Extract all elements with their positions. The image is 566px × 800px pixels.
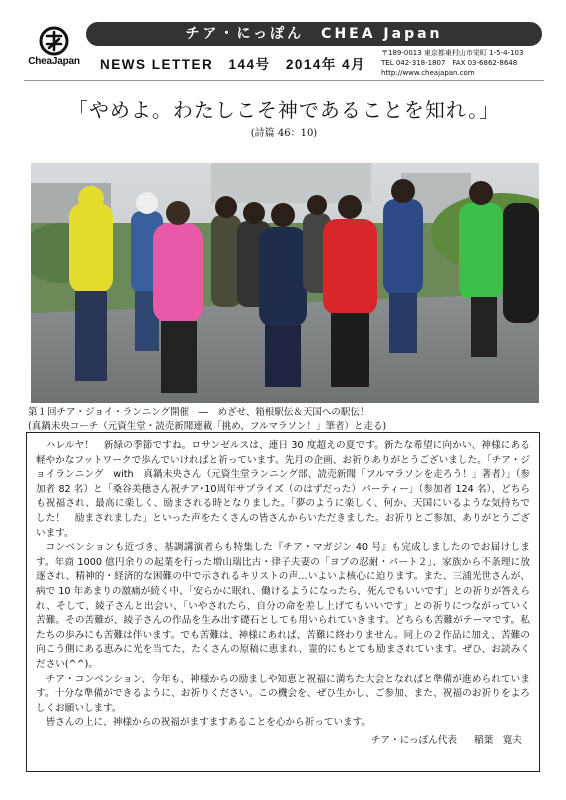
signature-organization: チア・にっぽん代表	[370, 734, 457, 746]
website-url: http://www.cheajapan.com	[381, 68, 475, 77]
signature	[36, 733, 530, 749]
issue-date: 2014年 4月	[285, 57, 367, 72]
contact-address	[381, 49, 551, 78]
phone-fax: TEL 042-318-1807 FAX 03-6862-8648	[381, 58, 518, 67]
caption-line: (真鍋未央コーチ（元資生堂・読売新聞連載「挑め、フルマラソン！」筆者）と走る)	[28, 421, 387, 432]
article-box	[26, 432, 540, 772]
caption-line: 第１回チア・ジョイ・ランニング開催 ― めざせ、箱根駅伝＆天国への駅伝！	[28, 407, 370, 418]
running-event-photo	[31, 163, 539, 403]
article-paragraph: ハレルヤ！ 新緑の季節ですね。ロサンゼルスは、連日 30 度超えの夏です。新たな希望に向かい、神様にある軽やかなフットワークで歩んでいければと祈っています。先月の企画、お祈りありがとうございました。「チア・ジョイランニング with 真鍋未央さん（元資生堂ランニング部、読売新聞「フルマラソンを走ろう！」著者）」（参加者 82 名）と「桑谷美穂さん祝チア･10周年サプライズ（のはずだった）パーティー」（参加者 124 名）、どちらも祝福され、最高に楽しく、励まされる時となりました。「夢のように楽しく、何か、天国にいるような気持ちでした！ 励まされました」といった声をたくさんの皆さんからいただきました。お祈りとご参加、ありがとうございます。	[36, 440, 530, 539]
article-paragraph: コンベンションも近づき、基調講演者らも特集した『チア・マガジン 40 号』も完成しましたのでお届けします。年商 1000 億円余りの起業を行った増山瑞比古・律子夫妻の「ヨブの忍耐・パート２」、家族から不条理に放逐され、精神的・経済的な困難の中で示されるキリストの声…いよいよ核心に迫ります。また、三浦光世さんが、病で 10 年あまりの激痛が続く中、「安らかに眠れ、働けるようになったら、死んでもいいです」との祈りが答えられ、そして、綾子さんと出会い、「いやされたら、自分の命を差し上げてもいいです」との祈りにつながっていく苦難。その苦難が、綾子さんの作品を生み出す礎石としても用いられていきます。どちらも苦難がテーマです。私たちの歩みにも苦難は伴います。でも苦難は、神様にあれば、苦難に終わりません。同上の２作品に加え、苦難の向こう側にある恵みに光を当てた、たくさんの原稿に恵まれ、霊的にもとても励まされています。ぜひ、お読みください(^^)。	[36, 542, 530, 670]
article-paragraph: チア・コンベンション、今年も、神様からの励ましや知恵と祝福に満ちた大会となればと準備が進められています。十分な準備ができるように、お祈りください。この機会を、ぜひ生かし、ご参加、また、祝福のお祈りをよろしくお願いします。	[36, 673, 530, 714]
signature-name: 稲葉 寛夫	[474, 734, 522, 746]
logo	[24, 26, 84, 72]
issue-number: 144号	[228, 57, 271, 72]
newsletter-heading	[100, 53, 370, 73]
headline: 「やめよ。わたしこそ神であることを知れ。」	[67, 98, 501, 122]
masthead-banner: チア・にっぽん CHEA Japan	[86, 22, 542, 46]
newsletter-label: NEWS LETTER	[100, 57, 214, 72]
postal-address: 〒189-0013 東京都東村山市栄町 1-5-4-103	[381, 49, 524, 57]
logo-text: CheaJapan	[28, 56, 80, 67]
scripture-reference: (詩篇 46：10)	[250, 128, 318, 139]
header-divider	[24, 80, 544, 81]
article-paragraph: 皆さんの上に、神様からの祝福がますますあることを心から祈っています。	[45, 717, 372, 729]
photo-caption	[28, 406, 548, 434]
chea-logo-icon	[34, 26, 74, 56]
